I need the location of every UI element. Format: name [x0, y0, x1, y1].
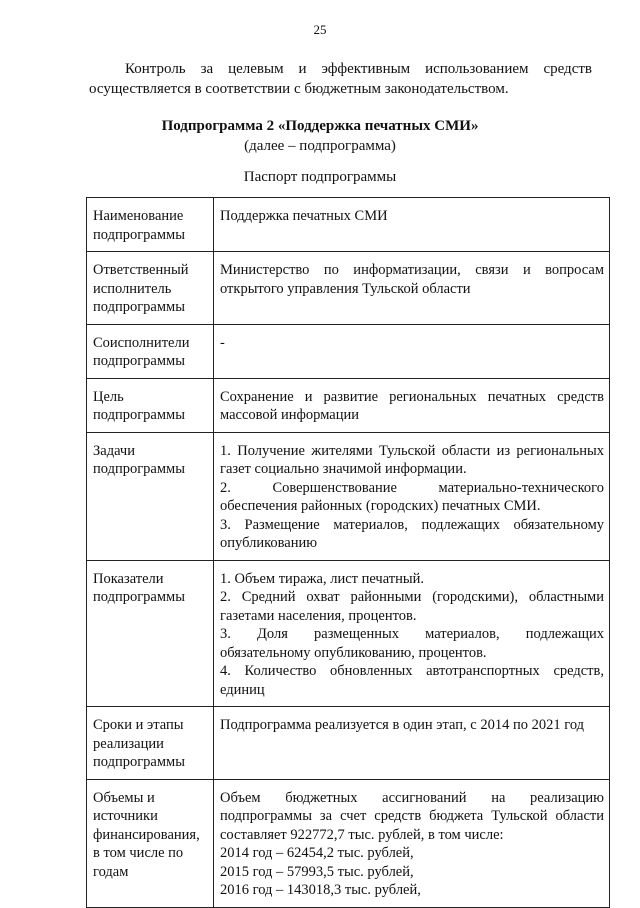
- row-value: [214, 198, 610, 252]
- value-line: 1. Объем тиража, лист печатный.: [220, 570, 425, 587]
- row-value: [214, 707, 610, 780]
- row-value: [214, 324, 610, 378]
- row-label: Ответственный исполнитель подпрограммы: [87, 252, 214, 325]
- row-value: [214, 432, 610, 560]
- table-row: [87, 198, 610, 252]
- value-line: 3. Доля размещенных материалов, подлежащих обязательному опубликованию, процентов.: [220, 626, 604, 661]
- value-line: Сохранение и развитие региональных печатных средств массовой информации: [220, 388, 604, 423]
- row-label: Соисполнители подпрограммы: [87, 324, 214, 378]
- table-row: [87, 560, 610, 707]
- row-label: Цель подпрограммы: [87, 378, 214, 432]
- table-row: [87, 779, 610, 907]
- row-value: [214, 779, 610, 907]
- passport-title: Паспорт подпрограммы: [243, 169, 397, 185]
- value-line: Объем бюджетных ассигнований на реализацию подпрограммы за счет средств бюджета Тульской области составляет 922772,7 тыс. рублей, в том числе:: [220, 789, 604, 843]
- page-number: 25: [313, 22, 327, 37]
- row-label: Объемы и источники финансирования, в том числе по годам: [87, 779, 214, 907]
- row-value: [214, 252, 610, 325]
- row-value: [214, 560, 610, 707]
- row-label: Показатели подпрограммы: [87, 560, 214, 707]
- value-line: 2015 год – 57993,5 тыс. рублей,: [220, 863, 414, 880]
- value-line: 2014 год – 62454,2 тыс. рублей,: [220, 845, 414, 861]
- value-line: 1. Получение жителями Тульской области из региональных газет социально значимой информации.: [220, 442, 604, 477]
- value-line: Поддержка печатных СМИ: [220, 208, 388, 224]
- table-row: [87, 324, 610, 378]
- value-line: 3. Размещение материалов, подлежащих обязательному опубликованию: [220, 516, 604, 551]
- value-line: Подпрограмма реализуется в один этап, с 2014 по 2021 год: [220, 717, 585, 733]
- row-label: Задачи подпрограммы: [87, 432, 214, 560]
- value-line: 2. Средний охват районными (городскими), областными газетами населения, процентов.: [220, 589, 604, 624]
- table-row: [87, 252, 610, 325]
- value-line: 2016 год – 143018,3 тыс. рублей,: [220, 882, 421, 898]
- value-line: 2. Совершенствование материально-технического обеспечения районных (городских) печатных СМИ.: [220, 479, 604, 514]
- value-line: 4. Количество обновленных автотранспортных средств, единиц: [220, 663, 604, 698]
- table-row: [87, 432, 610, 560]
- table-row: [87, 707, 610, 780]
- row-label: Сроки и этапы реализации подпрограммы: [87, 707, 214, 780]
- intro-paragraph: Контроль за целевым и эффективным использованием средств осуществляется в соответствии с бюджетным законодательством.: [89, 61, 592, 97]
- subprogram-note: (далее – подпрограмма): [244, 138, 396, 154]
- value-line: -: [220, 334, 225, 351]
- row-value: [214, 378, 610, 432]
- subprogram-title: Подпрограмма 2 «Поддержка печатных СМИ»: [161, 118, 479, 134]
- value-line: Министерство по информатизации, связи и вопросам открытого управления Тульской области: [220, 262, 604, 297]
- table-row: [87, 378, 610, 432]
- row-label: Наименование подпрограммы: [87, 198, 214, 252]
- passport-table: [86, 197, 610, 908]
